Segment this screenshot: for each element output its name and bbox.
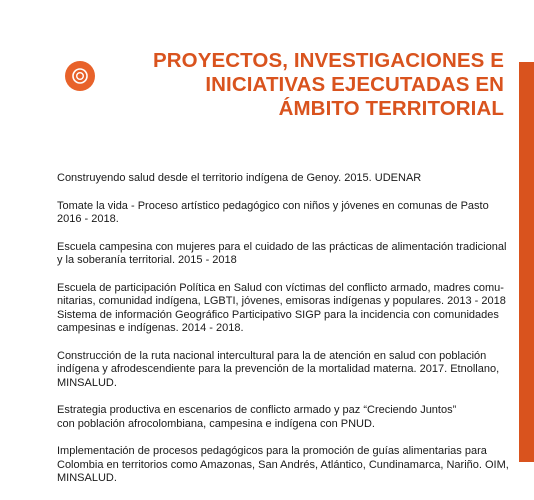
title-line: PROYECTOS, INVESTIGACIONES E bbox=[153, 49, 504, 72]
title-line: INICIATIVAS EJECUTADAS EN bbox=[205, 73, 504, 96]
project-list bbox=[57, 172, 507, 500]
text-line: Tomate la vida - Proceso artístico pedagógico con niños y jóvenes en comunas de Pasto bbox=[57, 199, 489, 212]
project-item bbox=[57, 241, 507, 268]
text-line: Escuela campesina con mujeres para el cuidado de las prácticas de alimentación tradicional bbox=[57, 240, 507, 253]
target-circle-icon bbox=[65, 61, 95, 91]
text-line: nitarias, comunidad indígena, LGBTI, jóvenes, emisoras indígenas y populares. 2013 - 2018 bbox=[57, 295, 506, 307]
text-line: Construyendo salud desde el territorio indígena de Genoy. 2015. UDENAR bbox=[57, 172, 422, 184]
text-line: indígena y afrodescendiente para la prevención de la mortalidad materna. 2017. Etnollano, bbox=[57, 363, 500, 375]
project-item bbox=[57, 172, 507, 186]
text-line: Colombia en territorios como Amazonas, San Andrés, Atlántico, Cundinamarca, Nariño. OIM, bbox=[57, 458, 509, 471]
project-item bbox=[57, 282, 507, 336]
text-line: con población afrocolombiana, campesina e indígena con PNUD. bbox=[57, 417, 375, 430]
text-line: 2016 - 2018. bbox=[57, 213, 119, 225]
side-accent-bar bbox=[519, 62, 534, 462]
text-line: Implementación de procesos pedagógicos para la promoción de guías alimentarias para bbox=[57, 445, 487, 457]
text-line: Estrategia productiva en escenarios de conflicto armado y paz “Creciendo Juntos” bbox=[57, 404, 457, 416]
project-item bbox=[57, 200, 507, 227]
title-line: ÁMBITO TERRITORIAL bbox=[278, 97, 504, 120]
page-title bbox=[110, 49, 504, 121]
text-line: campesinas e indígenas. 2014 - 2018. bbox=[57, 322, 244, 334]
text-line: MINSALUD. bbox=[57, 376, 117, 389]
project-item bbox=[57, 445, 507, 486]
text-line: MINSALUD. bbox=[57, 472, 117, 484]
project-item bbox=[57, 404, 507, 431]
text-line: y la soberanía territorial. 2015 - 2018 bbox=[57, 254, 237, 266]
text-line: Sistema de información Geográfico Participativo SIGP para la incidencia con comunidades bbox=[57, 308, 499, 321]
text-line: Escuela de participación Política en Salud con víctimas del conflicto armado, madres comu- bbox=[57, 281, 504, 294]
text-line: Construcción de la ruta nacional intercultural para la de atención en salud con población bbox=[57, 349, 487, 362]
project-item bbox=[57, 350, 507, 391]
